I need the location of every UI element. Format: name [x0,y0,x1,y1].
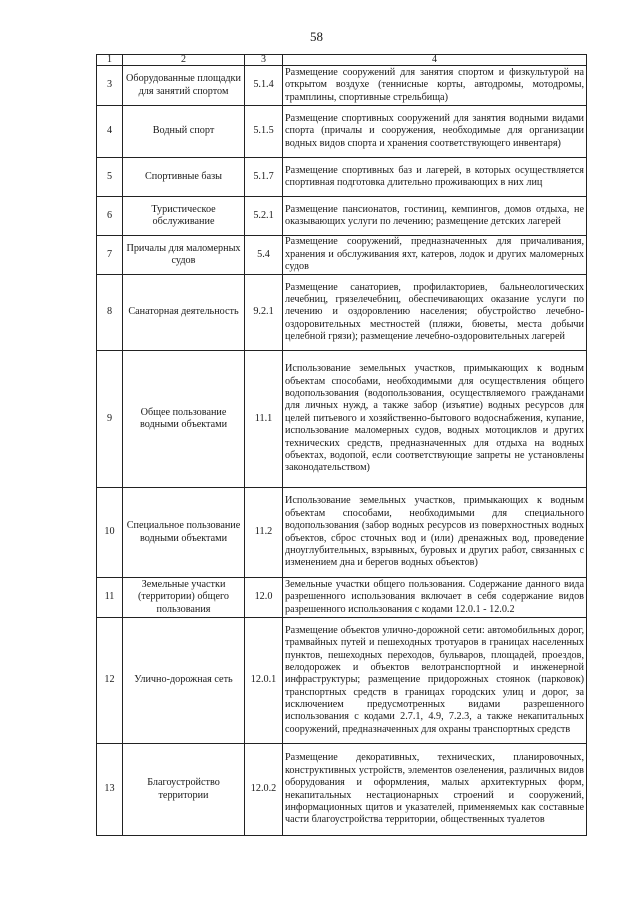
row-number: 7 [97,236,123,275]
land-use-description: Размещение спортивных баз и лагерей, в которых осуществляется спортивная подготовка длительно проживающих в них лиц [283,158,587,197]
land-use-code: 5.1.5 [245,106,283,158]
land-use-name: Туристическое обслуживание [123,197,245,236]
land-use-name: Благоустройство территории [123,744,245,836]
row-number: 11 [97,578,123,618]
table-row [97,197,587,236]
land-use-code: 5.2.1 [245,197,283,236]
table-row [97,158,587,197]
land-use-description: Размещение объектов улично-дорожной сети: автомобильных дорог, трамвайных путей и пешеходных тротуаров в границах населенных пунктов, пешеходных переходов, бульваров, площадей, проездов, велодорожек и объектов велотранспортной и инженерной инфраструктуры; размещение придорожных стоянок (парковок) транспортных средств в границах городских улиц и дорог, за исключением предусмотренных видами разрешенного использования с кодами 2.7.1, 4.9, 7.2.3, а также некапитальных сооружений, предназначенных для охраны транспортных средств [283,618,587,744]
table-row [97,351,587,488]
land-use-description: Размещение спортивных сооружений для занятия водными видами спорта (причалы и сооружения, необходимые для организации водных видов спорта и хранения соответствующего инвентаря) [283,106,587,158]
land-use-code: 12.0.2 [245,744,283,836]
table-row [97,106,587,158]
row-number: 10 [97,488,123,578]
row-number: 13 [97,744,123,836]
land-use-name: Оборудованные площадки для занятий спортом [123,66,245,106]
land-use-description: Использование земельных участков, примыкающих к водным объектам способами, необходимыми для осуществления общего водопользования (водопользования, осуществляемого гражданами для личных нужд, а также забор (изъятие) водных ресурсов для целей питьевого и хозяйственно-бытового водоснабжения, купание, использование маломерных судов, водных мотоциклов и других технических средств, предназначенных для отдыха на водных объектах, водопой, если соответствующие запреты не установлены законодательством) [283,351,587,488]
table-row [97,488,587,578]
header-cell: 2 [123,55,245,66]
table-body [97,55,587,836]
table-row [97,66,587,106]
header-cell: 4 [283,55,587,66]
table-row [97,236,587,275]
table-row [97,744,587,836]
table-row [97,275,587,351]
row-number: 4 [97,106,123,158]
land-use-code: 5.1.4 [245,66,283,106]
land-use-name: Санаторная деятельность [123,275,245,351]
row-number: 9 [97,351,123,488]
table-row [97,618,587,744]
row-number: 6 [97,197,123,236]
land-use-code: 9.2.1 [245,275,283,351]
land-use-name: Причалы для маломерных судов [123,236,245,275]
row-number: 8 [97,275,123,351]
land-use-name: Земельные участки (территории) общего пользования [123,578,245,618]
land-use-description: Размещение сооружений для занятия спортом и физкультурой на открытом воздухе (теннисные корты, автодромы, мотодромы, трамплины, спортивные стрельбища) [283,66,587,106]
land-use-name: Водный спорт [123,106,245,158]
table-row [97,578,587,618]
land-use-description: Земельные участки общего пользования. Содержание данного вида разрешенного использования включает в себя содержание видов разрешенного использования с кодами 12.0.1 - 12.0.2 [283,578,587,618]
table-header-row [97,55,587,66]
land-use-table [96,54,587,836]
land-use-code: 11.1 [245,351,283,488]
page-number: 58 [310,29,323,44]
land-use-code: 12.0.1 [245,618,283,744]
land-use-code: 12.0 [245,578,283,618]
header-cell: 1 [97,55,123,66]
land-use-name: Общее пользование водными объектами [123,351,245,488]
land-use-description: Размещение санаториев, профилакториев, бальнеологических лечебниц, грязелечебниц, обеспечивающих оказание услуги по лечению и оздоровлению населения; обустройство лечебно-оздоровительных местностей (пляжи, бюветы, места добычи целебной грязи); размещение лечебно-оздоровительных лагерей [283,275,587,351]
row-number: 3 [97,66,123,106]
land-use-description: Размещение пансионатов, гостиниц, кемпингов, домов отдыха, не оказывающих услуги по лечению; размещение детских лагерей [283,197,587,236]
land-use-code: 5.1.7 [245,158,283,197]
land-use-code: 11.2 [245,488,283,578]
land-use-name: Специальное пользование водными объектами [123,488,245,578]
land-use-description: Использование земельных участков, примыкающих к водным объектам способами, необходимыми для специального водопользования (забор водных ресурсов из поверхностных водных объектов, сброс сточных вод и (или) дренажных вод, проведение дноуглубительных, взрывных, буровых и других работ, связанных с изменением дна и берегов водных объектов) [283,488,587,578]
land-use-name: Спортивные базы [123,158,245,197]
row-number: 5 [97,158,123,197]
land-use-description: Размещение декоративных, технических, планировочных, конструктивных устройств, элементов озеленения, различных видов оборудования и оформления, малых архитектурных форм, некапитальных нестационарных строений и сооружений, информационных щитов и указателей, применяемых как составные части благоустройства территории, общественных туалетов [283,744,587,836]
header-cell: 3 [245,55,283,66]
land-use-description: Размещение сооружений, предназначенных для причаливания, хранения и обслуживания яхт, катеров, лодок и других маломерных судов [283,236,587,275]
land-use-name: Улично-дорожная сеть [123,618,245,744]
land-use-code: 5.4 [245,236,283,275]
row-number: 12 [97,618,123,744]
